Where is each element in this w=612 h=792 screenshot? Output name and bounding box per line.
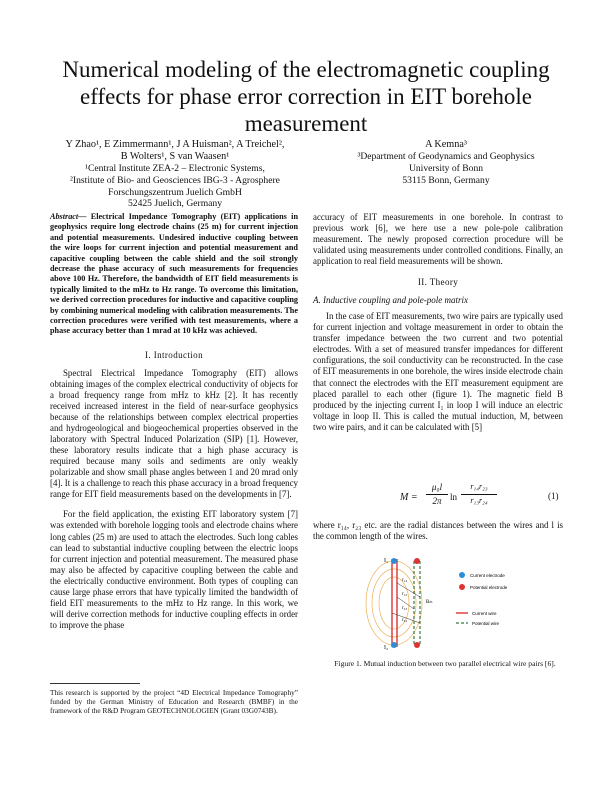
affiliation-1: ¹Central Institute ZEA-2 – Electronic Systems, bbox=[85, 163, 265, 174]
affiliation-2: ²Institute of Bio- and Geosciences IBG-3 - Agrosphere bbox=[70, 174, 280, 186]
author-block-left bbox=[40, 139, 310, 210]
footnote: This research is supported by the project “4D Electrical Impedance Tomography” funded by the German Ministry of Education and Research (BMBF) in the framework of the R&D Program GEOTECHNOLOGIEN (Grant 03G0743B). bbox=[50, 688, 298, 716]
legend-potential-wire: Potential wire bbox=[472, 621, 500, 626]
legend-potential-electrode: Potential electrode bbox=[470, 585, 508, 590]
affiliation-4: 52425 Juelich, Germany bbox=[127, 198, 223, 210]
affiliation-right-2: University of Bonn bbox=[408, 162, 484, 174]
label-i1: I₁ bbox=[384, 558, 389, 564]
figure-legend bbox=[456, 572, 508, 626]
equation-frac-line bbox=[426, 494, 448, 495]
label-bm: Bₘ bbox=[426, 600, 433, 605]
section-heading-introduction: I. Introduction bbox=[145, 349, 203, 360]
authors-line-1: Y Zhao¹, E Zimmermann¹, J A Huisman², A Treichel², bbox=[65, 139, 285, 150]
figure-1 bbox=[360, 553, 560, 653]
legend-current-electrode: Current electrode bbox=[470, 573, 505, 578]
equation-frac-top: μ₀l bbox=[431, 482, 443, 492]
abstract-text: Electrical Impedance Tomography (EIT) applications in geophysics require long electrode chains (25 m) for current injection and potential measurements. Undesired inductive coupling between the wire loops for current injection and potential measurement and capacitive coupling between the cable shield and the soil strongly decrease the phase accuracy of such measurements for frequencies above 100 Hz. Therefore, the bandwidth of EIT field measurements is typically limited to the mHz to Hz range. To overcome this limitation, we derived correction procedures for inductive and capacitive coupling by combining numerical modeling with calibration measurements. The correction procedures were verified with test measurements, where a phase accuracy better than 1 mrad at 10 kHz was achieved. bbox=[50, 212, 299, 336]
theory-paragraph-1: In the case of EIT measurements, two wire pairs are typically used for current injection and voltage measurement in order to obtain the transfer impedance between the two current and two potential electrodes. With a set of measured transfer impedances for different configurations, the soil conductivity can be reconstructed. In the case of EIT measurements in one borehole, the wires inside electrode chain that connect the electrodes with the EIT measurement equipment are placed parallel to each other (figure 1). The magnetic field B produced by the injecting current I₁ in loop I will induce an electric voltage in loop II. This is called the mutual induction, M, between two wire pairs, and it can be calculated with [5] bbox=[313, 311, 563, 432]
authors-line-2: B Wolters¹, S van Waasen¹ bbox=[120, 151, 230, 162]
current-electrode-top bbox=[391, 558, 397, 564]
equation-lhs: M = bbox=[400, 492, 418, 503]
equation-1 bbox=[400, 482, 570, 518]
abstract-lead: Abstract— bbox=[50, 212, 87, 221]
equation-ln-line bbox=[461, 494, 497, 495]
theory-body bbox=[313, 311, 563, 433]
potential-electrode-top bbox=[414, 558, 420, 564]
equation-frac-bottom: 2π bbox=[432, 496, 442, 506]
label-r23: r₂₃ bbox=[402, 606, 408, 611]
label-r14: r₁₄ bbox=[402, 578, 408, 583]
footnote-rule bbox=[50, 683, 140, 684]
subsection-heading-a: A. Inductive coupling and pole-pole matrix bbox=[313, 295, 468, 306]
left-column bbox=[50, 212, 298, 631]
figure-1-caption: Figure 1. Mutual induction between two parallel electrical wire pairs [6]. bbox=[334, 659, 556, 668]
label-r24: r₂₄ bbox=[402, 618, 408, 623]
current-electrode-bottom bbox=[391, 642, 397, 648]
label-r13: r₁₃ bbox=[402, 592, 408, 597]
equation-ln-bottom: r₁₃r₂₄ bbox=[470, 496, 488, 505]
abstract bbox=[50, 212, 298, 337]
theory-paragraph-2: where r₁₄, r₂₃ etc. are the radial distances between the wires and l is the common length of the wires. bbox=[313, 520, 563, 542]
paper-title: Numerical modeling of the electromagnetic coupling effects for phase error correction in EIT borehole measurement bbox=[62, 57, 550, 136]
authors-right-line-1: A Kemna³ bbox=[425, 139, 467, 150]
equation-ln: ln bbox=[450, 492, 458, 502]
right-paragraph-0: accuracy of EIT measurements in one borehole. In contrast to previous work [6], we here use a new pole-pole calibration measurement. The newly proposed correction procedure will be validated using measurements under controlled conditions. Finally, an application to real field measurements will be shown. bbox=[313, 212, 563, 267]
equation-ln-top: r₁₄r₂₃ bbox=[470, 482, 488, 491]
section-heading-theory: II. Theory bbox=[417, 277, 459, 288]
potential-electrode-bottom bbox=[414, 642, 420, 648]
intro-paragraph-1: Spectral Electrical Impedance Tomography (EIT) allows obtaining images of the complex electrical conductivity of objects for a broad frequency range from mHz to kHz [2]. It has recently received increased interest in the field of near-surface geophysics because of the relationships between complex electrical properties and hydrogeological and biogeochemical properties observed in the laboratory with Spectral Induced Polarization (SIP) [1]. However, these laboratory results indicate that a high phase accuracy is required because many soils and sediments are only weakly polarizable and show small phase angles between 1 and 20 mrad only [4]. It is a challenge to reach this phase accuracy in a broad frequency range for EIT field measurements based on the developments in [7]. bbox=[50, 367, 298, 500]
right-column bbox=[313, 212, 563, 433]
introduction-body bbox=[50, 368, 298, 631]
intro-paragraph-2: For the field application, the existing EIT laboratory system [7] was extended with borehole logging tools and electrode chains where long cables (25 m) are used to attach the electrodes. Such long cables can lead to substantial inductive coupling between the electric loops for current injection and potential measurement. The measured phase may also be affected by capacitive coupling between the cable and the electrically conductive environment. Both types of coupling can cause large phase errors that have typically limited the bandwidth of field EIT measurements to the mHz to Hz range. In this work, we will derive correction methods for inductive coupling effects in order to improve the phase bbox=[50, 509, 298, 630]
affiliation-3: Forschungszentrum Juelich GmbH bbox=[108, 186, 242, 198]
legend-current-wire: Current wire bbox=[472, 611, 497, 616]
affiliation-right-3: 53115 Bonn, Germany bbox=[402, 174, 490, 186]
label-i2: I₂ bbox=[384, 645, 389, 651]
affiliation-right-1: ³Department of Geodynamics and Geophysics bbox=[357, 151, 535, 162]
continued-paragraph bbox=[313, 212, 563, 267]
equation-number: (1) bbox=[548, 491, 559, 501]
author-block-right bbox=[316, 139, 576, 186]
